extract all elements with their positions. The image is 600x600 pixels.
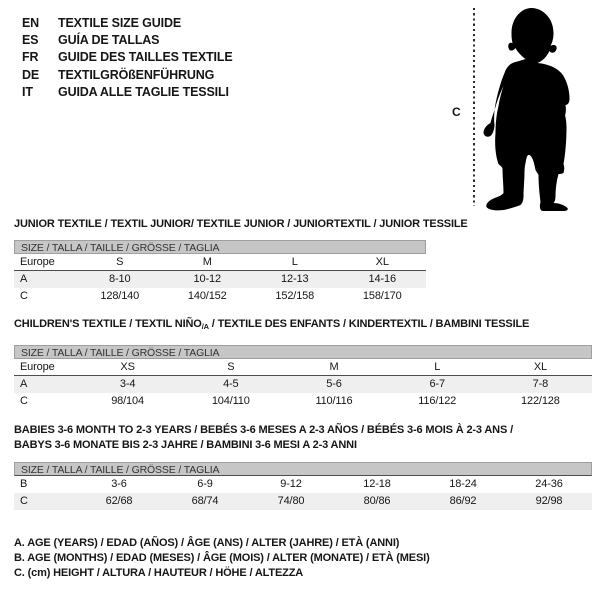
toddler-silhouette-image (478, 6, 592, 212)
age-cell: 14-16 (368, 273, 396, 285)
language-code: IT (22, 84, 33, 99)
height-cell: 80/86 (363, 495, 391, 507)
height-cell: 98/104 (111, 395, 144, 407)
size-cell: L (434, 361, 441, 373)
language-title: TEXTILE SIZE GUIDE (58, 16, 182, 30)
size-cell: M (329, 361, 339, 373)
language-title: GUIDA ALLE TAGLIE TESSILI (58, 84, 229, 99)
junior-size-table (14, 240, 426, 305)
height-measure-label: C (452, 105, 461, 119)
size-cell: XL (533, 361, 547, 373)
months-cell: 9-12 (280, 478, 302, 490)
size-cell: S (227, 361, 235, 373)
footnote-age-years: A. AGE (YEARS) / EDAD (AÑOS) / ÂGE (ANS) / ALTER (JAHRE) / ETÀ (ANNI) (14, 537, 400, 549)
language-row (22, 84, 233, 101)
table-row-age (14, 376, 592, 393)
language-row (22, 67, 233, 84)
row-label: Europe (20, 361, 55, 373)
age-cell: 7-8 (532, 378, 549, 390)
language-title: TEXTILGRÖßENFÜHRUNG (58, 67, 215, 82)
table-row-height (14, 393, 592, 410)
language-title-block (22, 15, 233, 101)
size-cell: M (202, 256, 212, 268)
language-title: GUÍA DE TALLAS (58, 33, 160, 48)
age-cell: 4-5 (223, 378, 239, 390)
footnotes-block (14, 536, 430, 582)
months-cell: 18-24 (449, 478, 477, 490)
table-row-age (14, 271, 426, 288)
babies-size-table (14, 462, 592, 510)
row-label: C (20, 290, 28, 302)
row-label: Europe (20, 256, 55, 268)
height-cell: 110/116 (315, 395, 353, 407)
row-label: C (20, 395, 28, 407)
title-line-2: BABYS 3-6 MONATE BIS 2-3 JAHRE / BAMBINI 3-6 MESI A 2-3 ANNI (14, 439, 357, 451)
title-text: / TEXTILE DES ENFANTS / KINDERTEXTIL / BAMBINI TESSILE (208, 318, 530, 330)
language-code: ES (22, 33, 39, 48)
age-cell: 12-13 (281, 273, 309, 285)
months-cell: 6-9 (197, 478, 213, 490)
title-line-1: BABIES 3-6 MONTH TO 2-3 YEARS / BEBÉS 3-6 MESES A 2-3 AÑOS / BÉBÉS 3-6 MOIS À 2-3 ANS / (14, 424, 513, 436)
childrens-table-title (14, 317, 529, 334)
row-label: C (20, 495, 28, 507)
months-cell: 12-18 (363, 478, 391, 490)
babies-table-title (14, 423, 513, 453)
language-code: EN (22, 16, 40, 30)
height-cell: 62/68 (105, 495, 133, 507)
height-dotted-line (473, 8, 475, 206)
height-cell: 116/122 (418, 395, 457, 407)
junior-table-title: JUNIOR TEXTILE / TEXTIL JUNIOR/ TEXTILE JUNIOR / JUNIORTEXTIL / JUNIOR TESSILE (14, 218, 468, 230)
size-header-bar: SIZE / TALLA / TAILLE / GRÖSSE / TAGLIA (14, 345, 592, 359)
height-cell: 68/74 (191, 495, 219, 507)
age-cell: 10-12 (193, 273, 221, 285)
language-title: GUIDE DES TAILLES TEXTILE (58, 50, 233, 65)
height-cell: 158/170 (362, 290, 402, 302)
size-header-bar: SIZE / TALLA / TAILLE / GRÖSSE / TAGLIA (14, 240, 426, 254)
footnote-height: C. (cm) HEIGHT / ALTURA / HAUTEUR / HÖHE / ALTEZZA (14, 567, 304, 580)
age-cell: 8-10 (109, 273, 131, 285)
footnote-age-months: B. AGE (MONTHS) / EDAD (MESES) / ÂGE (MOIS) / ALTER (MONATE) / ETÀ (MESI) (14, 552, 430, 565)
months-cell: 24-36 (535, 478, 563, 490)
height-cell: 92/98 (535, 495, 563, 507)
size-cell: L (291, 256, 298, 268)
table-row-height (14, 493, 592, 510)
age-cell: 3-4 (119, 378, 136, 390)
table-row-months (14, 476, 592, 493)
language-row (22, 15, 233, 32)
height-cell: 140/152 (187, 290, 227, 302)
height-cell: 152/158 (275, 290, 315, 302)
size-header-bar: SIZE / TALLA / TAILLE / GRÖSSE / TAGLIA (14, 462, 592, 476)
language-row (22, 49, 233, 66)
row-label: A (20, 378, 28, 390)
table-row-europe (14, 359, 592, 376)
language-code: FR (22, 50, 39, 65)
height-cell: 104/110 (211, 395, 250, 407)
size-cell: S (116, 256, 124, 268)
size-cell: XL (375, 256, 389, 268)
table-row-europe (14, 254, 426, 271)
age-cell: 6-7 (429, 378, 445, 390)
row-label: A (20, 273, 28, 285)
table-row-height (14, 288, 426, 305)
age-cell: 5-6 (326, 378, 342, 390)
months-cell: 3-6 (111, 478, 127, 490)
height-cell: 74/80 (277, 495, 305, 507)
childrens-size-table (14, 345, 592, 410)
title-subscript: /A (201, 322, 209, 331)
height-cell: 86/92 (449, 495, 477, 507)
title-text: CHILDREN'S TEXTILE / TEXTIL NIÑO (14, 318, 202, 330)
row-label: B (20, 478, 28, 490)
language-row (22, 32, 233, 49)
language-code: DE (22, 67, 40, 82)
height-cell: 122/128 (521, 395, 560, 407)
size-cell: XS (120, 361, 135, 373)
height-cell: 128/140 (100, 290, 140, 302)
